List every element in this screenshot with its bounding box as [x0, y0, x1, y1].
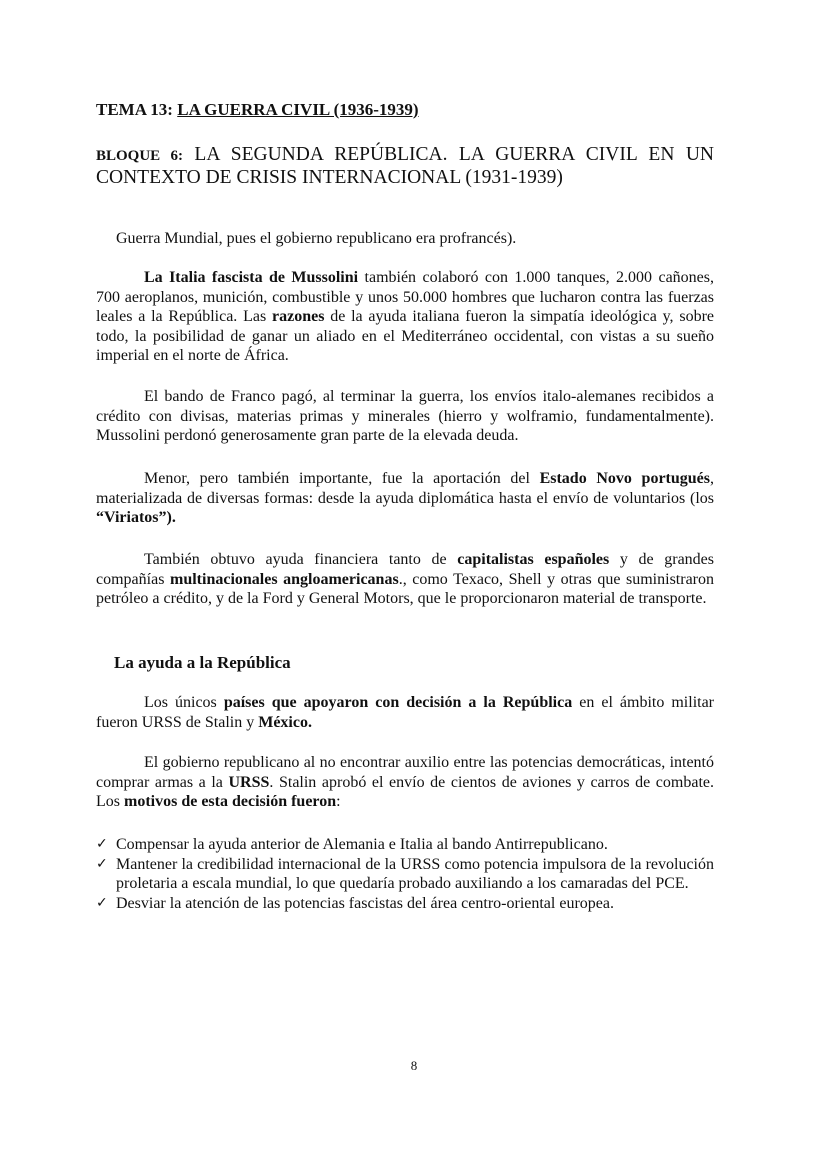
paragraph-text: , materializada de diversas formas: desde la ayuda diplomática hasta el envío de voluntarios (los [96, 470, 714, 507]
paragraph-text: . Stalin aprobó el envío de cientos de aviones y carros de combate. Los [96, 773, 715, 811]
paragraph-italia [96, 268, 714, 366]
bloque-title: LA SEGUNDA REPÚBLICA. LA GUERRA CIVIL EN UN CONTEXTO DE CRISIS INTERNACIONAL (1931-1939) [96, 144, 714, 188]
paragraph-text: Los únicos [144, 694, 224, 711]
strong-text: motivos de esta decisión fueron [124, 793, 337, 811]
strong-text: La Italia fascista de Mussolini [144, 269, 359, 286]
paragraph-text: y de grandes compañías [96, 551, 715, 588]
bloque-label: BLOQUE 6: [96, 148, 183, 164]
list-item-text: Mantener la credibilidad internacional de la URSS como potencia impulsora de la revolución proletaria a escala mundial, lo que quedaría probado auxiliando a los camaradas del PCE. [116, 855, 714, 893]
bloque-heading [96, 144, 714, 188]
paragraph-text: El bando de Franco pagó, al terminar la guerra, los envíos italo-alemanes recibidos a crédito con divisas, materias primas y minerales (hierro y wolframio, fundamentalmente). Mussolini perdonó generosamente gran parte de la elevada deuda. [96, 388, 714, 445]
checkmark-icon: ✓ [96, 894, 108, 911]
paragraph-paises [96, 693, 714, 732]
tema-heading [96, 100, 714, 120]
paragraph-text: también colaboró con 1.000 tanques, 2.000 cañones, 700 aeroplanos, munición, combustible y unos 50.000 hombres que lucharon contra las fuerzas leales a la República. Las [96, 269, 714, 326]
paragraph-franco-pago [96, 387, 714, 446]
section-heading: La ayuda a la República [114, 653, 291, 672]
strong-text: México. [258, 713, 312, 731]
strong-text: razones [271, 308, 325, 326]
strong-text: “Viriatos”). [96, 509, 176, 527]
strong-text: países que apoyaron con decisión a la República [223, 694, 573, 711]
checkmark-icon: ✓ [96, 855, 108, 872]
paragraph-text: El gobierno republicano al no encontrar auxilio entre las potencias democráticas, intentó comprar armas a la [96, 754, 714, 791]
paragraph-text: ., como Texaco, Shell y otras que suministraron petróleo a crédito, y de la Ford y General Motors, que le proporcionaron material de transporte. [96, 570, 715, 608]
strong-text: URSS [228, 773, 270, 791]
paragraph-urss [96, 753, 714, 812]
paragraph-text: de la ayuda italiana fueron la simpatía ideológica y, sobre todo, la posibilidad de ganar un aliado en el Mediterráneo occidental, con vistas a su sueño imperial en el norte de África. [96, 308, 714, 365]
paragraph-text: Guerra Mundial, pues el gobierno republicano era profrancés). [116, 230, 517, 247]
list-item-text: Compensar la ayuda anterior de Alemania e Italia al bando Antirrepublicano. [116, 836, 608, 853]
strong-text: multinacionales angloamericanas [170, 570, 399, 588]
strong-text: Estado Novo portugués [539, 470, 710, 487]
list-item [96, 835, 714, 855]
tema-prefix: TEMA 13: [96, 100, 178, 119]
strong-text: capitalistas españoles [457, 551, 610, 568]
paragraph-text: Menor, pero también importante, fue la aportación del [144, 470, 540, 487]
paragraph-continuation [116, 229, 716, 249]
paragraph-estado-novo [96, 469, 714, 528]
paragraph-text: en el ámbito militar fueron URSS de Stalin y [96, 694, 715, 731]
tema-title: LA GUERRA CIVIL (1936-1939) [177, 100, 419, 119]
paragraph-text: : [336, 793, 341, 811]
list-item [96, 894, 714, 914]
list-item [96, 855, 714, 894]
paragraph-text: También obtuvo ayuda financiera tanto de [144, 551, 458, 568]
motivos-checklist [96, 835, 714, 913]
paragraph-ayuda-financiera [96, 550, 714, 609]
checkmark-icon: ✓ [96, 836, 108, 852]
list-item-text: Desviar la atención de las potencias fascistas del área centro-oriental europea. [116, 894, 614, 912]
page-number: 8 [410, 1058, 418, 1073]
